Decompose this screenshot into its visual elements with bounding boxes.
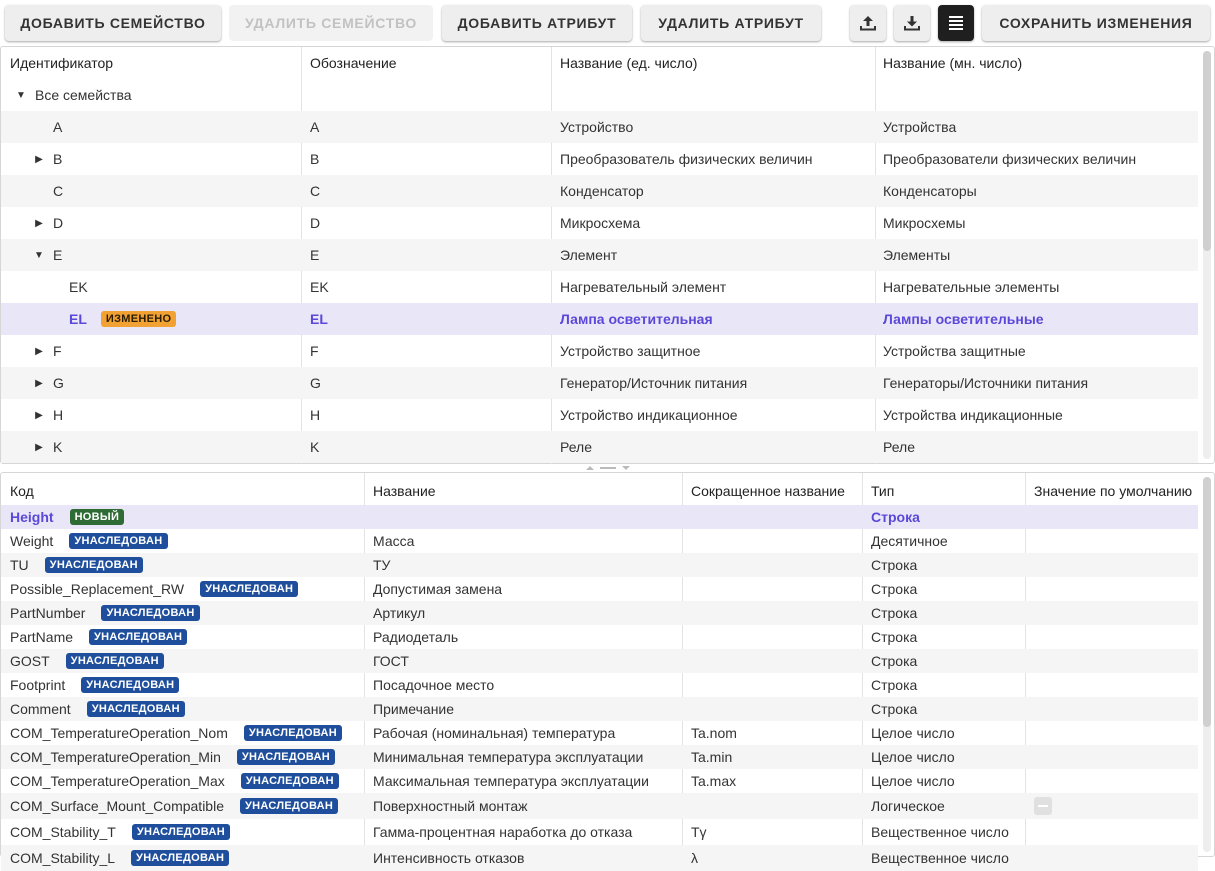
scrollbar-thumb[interactable] <box>1203 51 1211 251</box>
attribute-code-cell <box>10 845 229 871</box>
attribute-code: TU <box>10 557 29 573</box>
identifier-cell <box>69 271 88 303</box>
table-row[interactable] <box>1 577 1198 601</box>
plural-name-cell: Генераторы/Источники питания <box>883 375 1089 391</box>
code-cell: D <box>310 215 321 231</box>
table-row-root[interactable] <box>1 79 1198 111</box>
identifier-cell <box>33 399 63 431</box>
identifier-cell <box>33 111 62 143</box>
inherited-badge: УНАСЛЕДОВАН <box>45 557 143 573</box>
inherited-badge: УНАСЛЕДОВАН <box>131 850 229 866</box>
table-row[interactable] <box>1 335 1198 367</box>
menu-button[interactable] <box>938 5 974 41</box>
caret-right-icon[interactable]: ▶ <box>35 377 43 389</box>
family-id: F <box>53 343 62 359</box>
attribute-code: Possible_Replacement_RW <box>10 581 185 597</box>
table-row[interactable] <box>1 431 1198 463</box>
minus-icon <box>1038 805 1048 807</box>
code-cell: C <box>310 183 321 199</box>
root-label: Все семейства <box>35 87 132 103</box>
attribute-code-cell <box>10 625 187 649</box>
table-row[interactable] <box>1 625 1198 649</box>
attribute-code-cell <box>10 553 143 577</box>
identifier-cell <box>33 239 62 271</box>
identifier-cell <box>33 335 62 367</box>
attribute-code: COM_Stability_T <box>10 824 116 840</box>
attribute-code: Weight <box>10 533 54 549</box>
attribute-short-name-cell: λ <box>691 850 698 866</box>
attribute-code: GOST <box>10 653 50 669</box>
caret-right-icon[interactable]: ▶ <box>35 153 43 165</box>
singular-name-cell: Микросхема <box>560 215 641 231</box>
attributes-header-row <box>1 477 1198 504</box>
attribute-code: COM_Stability_L <box>10 850 116 866</box>
download-button[interactable] <box>894 5 930 41</box>
table-row[interactable] <box>1 553 1198 577</box>
table-row[interactable] <box>1 143 1198 175</box>
inherited-badge: УНАСЛЕДОВАН <box>200 581 298 597</box>
column-header-identifier[interactable]: Идентификатор <box>10 55 114 71</box>
attribute-code-cell <box>10 819 230 845</box>
attribute-code: COM_TemperatureOperation_Nom <box>10 725 228 741</box>
identifier-cell <box>69 303 176 335</box>
attribute-name-cell: Масса <box>373 533 415 549</box>
column-header-type[interactable]: Тип <box>871 482 895 499</box>
attribute-code-cell <box>10 769 339 793</box>
table-row[interactable] <box>1 697 1198 721</box>
inherited-badge: УНАСЛЕДОВАН <box>244 725 342 741</box>
changed-badge: ИЗМЕНЕНО <box>101 311 176 327</box>
plural-name-cell: Устройства индикационные <box>883 407 1063 423</box>
attribute-code-cell <box>10 697 185 721</box>
attribute-code-cell <box>10 505 124 529</box>
singular-name-cell: Устройство индикационное <box>560 407 738 423</box>
table-row[interactable] <box>1 745 1198 769</box>
table-row[interactable] <box>1 529 1198 553</box>
splitter-grip[interactable] <box>586 466 630 470</box>
singular-name-cell: Конденсатор <box>560 183 644 199</box>
table-row[interactable] <box>1 111 1198 143</box>
attribute-code: Footprint <box>10 677 66 693</box>
plural-name-cell: Конденсаторы <box>883 183 977 199</box>
singular-name-cell: Преобразователь физических величин <box>560 151 813 167</box>
save-changes-button[interactable]: СОХРАНИТЬ ИЗМЕНЕНИЯ <box>982 5 1210 41</box>
attribute-name-cell: Рабочая (номинальная) температура <box>373 725 616 741</box>
plural-name-cell: Устройства <box>883 119 957 135</box>
code-cell: A <box>310 119 320 135</box>
download-icon <box>903 14 921 32</box>
caret-right-icon[interactable]: ▶ <box>35 345 43 357</box>
table-row[interactable] <box>1 271 1198 303</box>
identifier-cell <box>33 431 62 463</box>
identifier-cell <box>33 143 62 175</box>
attribute-code-cell <box>10 601 200 625</box>
attribute-default-cell[interactable] <box>1034 793 1052 819</box>
family-id: A <box>53 119 63 135</box>
upload-button[interactable] <box>850 5 886 41</box>
attribute-type-cell: Строка <box>871 653 918 669</box>
table-row[interactable] <box>1 601 1198 625</box>
attribute-name-cell: ТУ <box>373 557 391 573</box>
inherited-badge: УНАСЛЕДОВАН <box>87 701 185 717</box>
family-id: C <box>53 183 64 199</box>
plural-name-cell: Устройства защитные <box>883 343 1026 359</box>
upload-icon <box>859 14 877 32</box>
scrollbar[interactable] <box>1203 51 1211 459</box>
code-cell: E <box>310 247 320 263</box>
attribute-name-cell: Максимальная температура эксплуатации <box>373 773 649 789</box>
attribute-code: COM_Surface_Mount_Compatible <box>10 798 224 814</box>
inherited-badge: УНАСЛЕДОВАН <box>132 824 230 840</box>
attribute-name-cell: Радиодеталь <box>373 629 459 645</box>
identifier-cell <box>33 367 64 399</box>
list-icon <box>947 14 965 32</box>
code-cell: K <box>310 439 320 455</box>
attribute-name-cell: Интенсивность отказов <box>373 850 525 866</box>
table-row[interactable] <box>1 769 1198 793</box>
chevron-down-icon <box>622 466 630 470</box>
attribute-short-name-cell: Ta.max <box>691 773 737 789</box>
singular-name-cell: Устройство <box>560 119 634 135</box>
plural-name-cell: Преобразователи физических величин <box>883 151 1137 167</box>
add-attribute-button[interactable]: ДОБАВИТЬ АТРИБУТ <box>442 5 632 41</box>
attribute-type-cell: Целое число <box>871 773 955 789</box>
inherited-badge: УНАСЛЕДОВАН <box>101 605 199 621</box>
scrollbar[interactable] <box>1203 477 1211 852</box>
chevron-up-icon <box>586 466 594 470</box>
attribute-name-cell: Артикул <box>373 605 426 621</box>
table-row[interactable] <box>1 649 1198 673</box>
plural-name-cell: Лампы осветительные <box>883 311 1044 327</box>
inherited-badge: УНАСЛЕДОВАН <box>240 798 338 814</box>
table-row[interactable] <box>1 505 1198 529</box>
singular-name-cell: Устройство защитное <box>560 343 701 359</box>
attribute-code: COM_TemperatureOperation_Max <box>10 773 225 789</box>
plural-name-cell: Реле <box>883 439 915 455</box>
table-row[interactable] <box>1 303 1198 335</box>
attribute-short-name-cell: Ta.min <box>691 749 733 765</box>
identifier-cell <box>33 175 63 207</box>
code-cell: EK <box>310 279 329 295</box>
indeterminate-checkbox[interactable] <box>1034 797 1052 815</box>
attribute-code: PartNumber <box>10 605 86 621</box>
attribute-code-cell <box>10 745 335 769</box>
families-table <box>0 46 1215 464</box>
column-header-short-name[interactable]: Сокращенное название <box>691 482 845 499</box>
attribute-code: COM_TemperatureOperation_Min <box>10 749 221 765</box>
family-id: G <box>53 375 64 391</box>
inherited-badge: УНАСЛЕДОВАН <box>66 653 164 669</box>
attribute-name-cell: Допустимая замена <box>373 581 503 597</box>
singular-name-cell: Генератор/Источник питания <box>560 375 748 391</box>
attribute-code-cell <box>10 721 342 745</box>
column-header-code[interactable]: Код <box>10 482 34 499</box>
attribute-type-cell: Строка <box>871 701 918 717</box>
table-row[interactable] <box>1 721 1198 745</box>
code-cell: EL <box>310 311 328 327</box>
caret-right-icon[interactable]: ▶ <box>35 441 43 453</box>
attribute-type-cell: Строка <box>871 605 918 621</box>
attribute-code-cell <box>10 793 338 819</box>
family-id: D <box>53 215 64 231</box>
table-row[interactable] <box>1 239 1198 271</box>
table-row[interactable] <box>1 845 1198 871</box>
attribute-name-cell: ГОСТ <box>373 653 409 669</box>
column-header-default[interactable]: Значение по умолчанию <box>1034 482 1193 499</box>
attribute-code: PartName <box>10 629 74 645</box>
inherited-badge: УНАСЛЕДОВАН <box>237 749 335 765</box>
attribute-code-cell <box>10 649 164 673</box>
attribute-short-name-cell: Ta.nom <box>691 725 737 741</box>
code-cell: B <box>310 151 320 167</box>
attribute-type-cell: Вещественное число <box>871 824 1009 840</box>
family-id: B <box>53 151 63 167</box>
attribute-type-cell: Строка <box>871 557 918 573</box>
attribute-name-cell: Поверхностный монтаж <box>373 798 528 814</box>
tree-node-root <box>15 79 132 111</box>
delete-family-button[interactable]: УДАЛИТЬ СЕМЕЙСТВО <box>229 5 433 41</box>
table-row[interactable] <box>1 399 1198 431</box>
attribute-type-cell: Целое число <box>871 749 955 765</box>
column-header-name[interactable]: Название <box>373 482 436 499</box>
plural-name-cell: Микросхемы <box>883 215 966 231</box>
delete-attribute-button[interactable]: УДАЛИТЬ АТРИБУТ <box>641 5 821 41</box>
caret-right-icon[interactable]: ▶ <box>35 409 43 421</box>
singular-name-cell: Лампа осветительная <box>560 311 713 327</box>
singular-name-cell: Элемент <box>560 247 618 263</box>
code-cell: F <box>310 343 319 359</box>
attribute-type-cell: Целое число <box>871 725 955 741</box>
attribute-type-cell: Строка <box>871 509 920 525</box>
table-row[interactable] <box>1 793 1198 819</box>
attribute-code-cell <box>10 577 298 601</box>
column-header-singular[interactable]: Название (ед. число) <box>560 55 698 71</box>
attributes-table <box>0 472 1215 866</box>
attribute-short-name-cell: Tγ <box>691 824 707 840</box>
column-header-plural[interactable]: Название (мн. число) <box>883 55 1023 71</box>
attribute-code: Height <box>10 509 54 525</box>
plural-name-cell: Нагревательные элементы <box>883 279 1060 295</box>
identifier-cell <box>33 207 63 239</box>
toolbar <box>0 0 1215 46</box>
new-badge: НОВЫЙ <box>70 509 125 525</box>
attribute-name-cell: Минимальная температура эксплуатации <box>373 749 644 765</box>
attribute-type-cell: Строка <box>871 581 918 597</box>
grip-line <box>600 467 616 469</box>
attribute-code: Comment <box>10 701 71 717</box>
singular-name-cell: Реле <box>560 439 592 455</box>
attribute-type-cell: Десятичное <box>871 533 948 549</box>
table-row[interactable] <box>1 673 1198 697</box>
panel-splitter[interactable] <box>0 464 1215 472</box>
add-family-button[interactable]: ДОБАВИТЬ СЕМЕЙСТВО <box>5 5 221 41</box>
attribute-type-cell: Строка <box>871 677 918 693</box>
family-id: H <box>53 407 64 423</box>
families-header-row <box>1 47 1198 79</box>
inherited-badge: УНАСЛЕДОВАН <box>241 773 339 789</box>
caret-right-icon[interactable]: ▶ <box>35 217 43 229</box>
code-cell: H <box>310 407 321 423</box>
attribute-name-cell: Примечание <box>373 701 455 717</box>
caret-down-icon[interactable]: ▼ <box>34 249 44 261</box>
plural-name-cell: Элементы <box>883 247 951 263</box>
family-id: K <box>53 439 63 455</box>
attribute-code-cell <box>10 529 168 553</box>
caret-down-icon[interactable]: ▼ <box>16 89 26 101</box>
table-row[interactable] <box>1 175 1198 207</box>
inherited-badge: УНАСЛЕДОВАН <box>89 629 187 645</box>
code-cell: G <box>310 375 321 391</box>
table-row[interactable] <box>1 367 1198 399</box>
inherited-badge: УНАСЛЕДОВАН <box>81 677 179 693</box>
attribute-type-cell: Вещественное число <box>871 850 1009 866</box>
table-row[interactable] <box>1 207 1198 239</box>
attribute-name-cell: Посадочное место <box>373 677 495 693</box>
family-id: EK <box>69 279 88 295</box>
attribute-code-cell <box>10 673 179 697</box>
attribute-name-cell: Гамма-процентная наработка до отказа <box>373 824 633 840</box>
table-row[interactable] <box>1 819 1198 845</box>
singular-name-cell: Нагревательный элемент <box>560 279 727 295</box>
scrollbar-thumb[interactable] <box>1203 477 1211 727</box>
attribute-type-cell: Логическое <box>871 798 945 814</box>
inherited-badge: УНАСЛЕДОВАН <box>69 533 167 549</box>
family-id: E <box>53 247 63 263</box>
family-id: EL <box>69 311 87 327</box>
attribute-type-cell: Строка <box>871 629 918 645</box>
column-header-code[interactable]: Обозначение <box>310 55 397 71</box>
